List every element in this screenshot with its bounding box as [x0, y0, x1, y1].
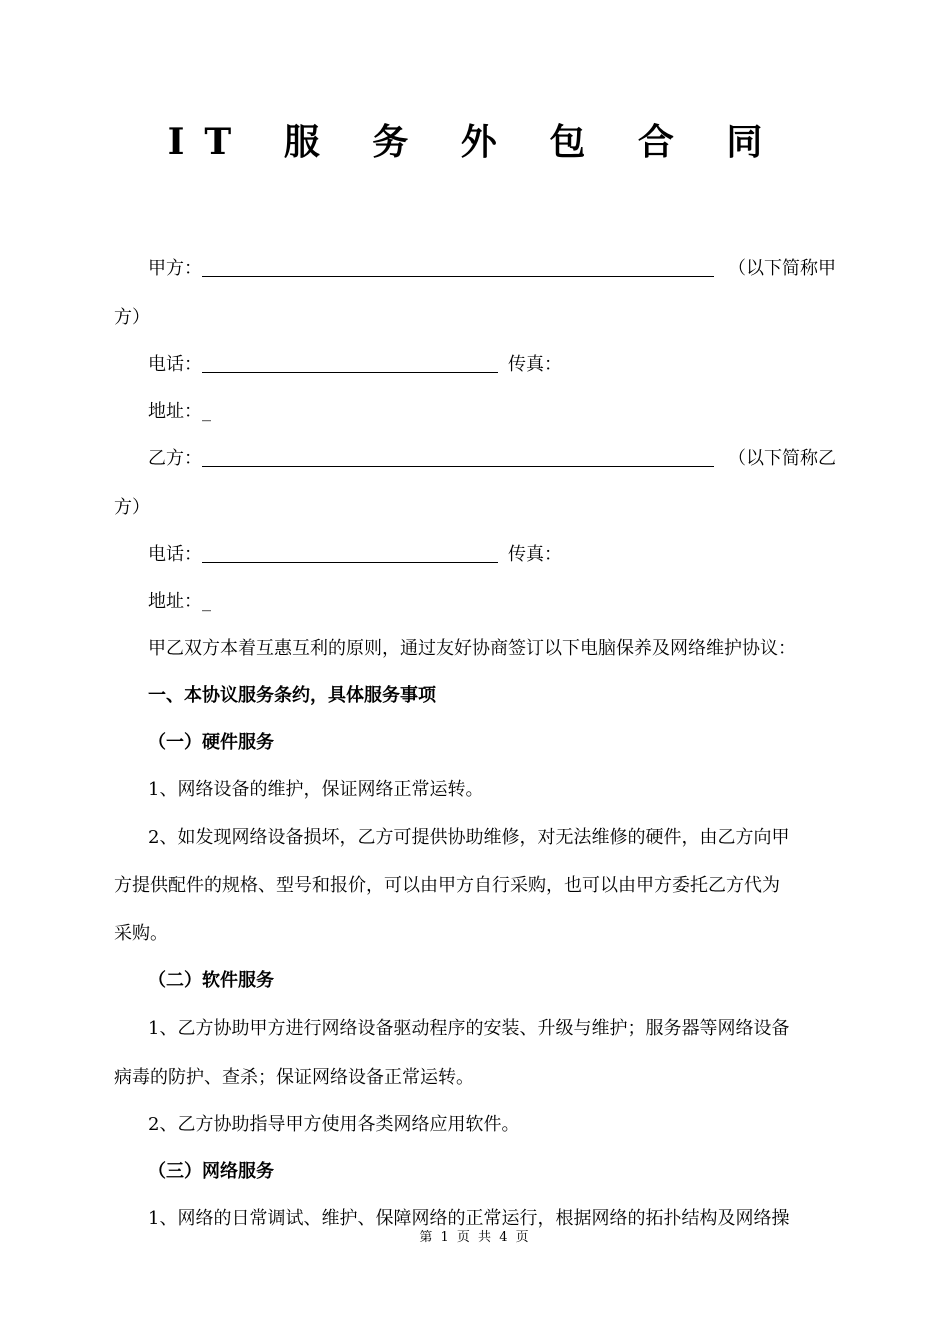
party-b-name-field [202, 446, 714, 467]
party-a-line [114, 256, 836, 282]
party-b-phone-field [202, 542, 498, 563]
party-b-line [114, 446, 836, 472]
network-item-1-line-1: 1、网络的日常调试、维护、保障网络的正常运行，根据网络的拓扑结构及网络操 [148, 1208, 790, 1229]
hardware-item-2-line-2: 方提供配件的规格、型号和报价，可以由甲方自行采购，也可以由甲方委托乙方代为 [114, 875, 780, 896]
party-a-name-field [202, 256, 714, 277]
software-item-1-line-1: 1、乙方协助甲方进行网络设备驱动程序的安装、升级与维护；服务器等网络设备 [148, 1018, 790, 1039]
section-1-heading: 一、本协议服务条约，具体服务事项 [148, 685, 436, 706]
party-b-phone-line [114, 542, 836, 568]
software-item-1-line-2: 病毒的防护、查杀；保证网络设备正常运转。 [114, 1067, 474, 1088]
party-a-phone-field [202, 352, 498, 373]
network-heading: （三）网络服务 [148, 1161, 274, 1182]
intro-paragraph: 甲乙双方本着互惠互利的原则，通过友好协商签订以下电脑保养及网络维护协议： [148, 638, 796, 659]
hardware-item-2-line-3: 采购。 [114, 923, 168, 944]
party-a-phone-label: 电话： [148, 354, 202, 375]
party-b-address: 地址：_ [148, 591, 211, 612]
hardware-item-2-line-1: 2、如发现网络设备损坏，乙方可提供协助维修，对无法维修的硬件，由乙方向甲 [148, 827, 790, 848]
party-b-fax-label: 传真： [508, 544, 562, 565]
party-a-note-cont: 方） [114, 307, 150, 328]
party-a-label: 甲方： [148, 258, 202, 279]
party-a-note: （以下简称甲 [728, 258, 836, 279]
party-b-label: 乙方： [148, 448, 202, 469]
software-item-2: 2、乙方协助指导甲方使用各类网络应用软件。 [148, 1114, 520, 1135]
party-a-fax-label: 传真： [508, 354, 562, 375]
party-b-note: （以下简称乙 [728, 448, 836, 469]
document-title: IT 服 务 外 包 合 同 [167, 121, 783, 163]
party-a-phone-line [114, 352, 836, 378]
party-b-phone-label: 电话： [148, 544, 202, 565]
page-footer: 第 1 页 共 4 页 [419, 1230, 531, 1245]
party-a-address: 地址：_ [148, 401, 211, 422]
hardware-heading: （一）硬件服务 [148, 732, 274, 753]
hardware-item-1: 1、网络设备的维护，保证网络正常运转。 [148, 779, 484, 800]
party-b-note-cont: 方） [114, 497, 150, 518]
software-heading: （二）软件服务 [148, 970, 274, 991]
